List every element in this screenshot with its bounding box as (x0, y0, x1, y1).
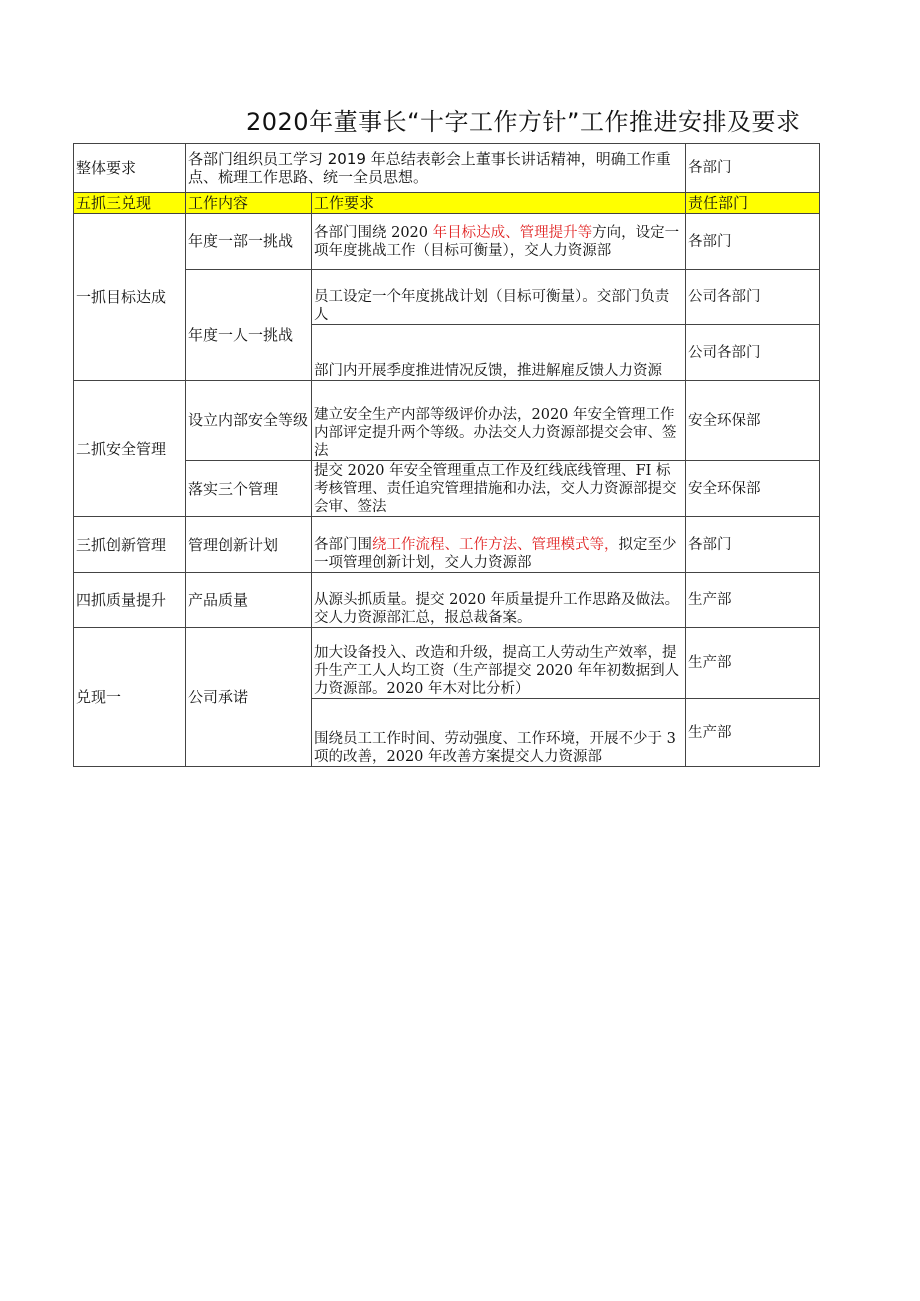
content-text: 年度一人一挑战 (188, 326, 294, 344)
header-col-dept: 责任部门 (686, 193, 820, 214)
table-row (74, 573, 820, 628)
table-row (74, 270, 820, 325)
table-row (74, 214, 820, 270)
dept-cell: 生产部 (686, 628, 820, 699)
table-row (74, 461, 820, 517)
header-row (74, 193, 820, 214)
content-cell: 设立内部安全等级 (186, 381, 312, 461)
dept-cell: 各部门 (686, 214, 820, 270)
requirement-cell: 提交 2020 年安全管理重点工作及红线底线管理、FI 标考核管理、责任追究管理措施和办法，交人力资源部提交会审、签法 (312, 461, 686, 517)
highlighted-text: 绕工作流程、工作方法、管理模式等， (372, 537, 619, 553)
overall-row (74, 144, 820, 193)
content-cell: 管理创新计划 (186, 517, 312, 573)
overall-label: 整体要求 (74, 144, 186, 193)
dept-cell: 安全环保部 (686, 461, 820, 517)
requirement-cell: 部门内开展季度推进情况反馈，推进解雇反馈人力资源 (312, 325, 686, 381)
group-label: 四抓质量提升 (74, 573, 186, 628)
page-title: 2020年董事长“十字工作方针”工作推进安排及要求 (246, 108, 801, 136)
content-blank (188, 272, 309, 326)
content-cell (186, 270, 312, 381)
requirement-cell: 员工设定一个年度挑战计划（目标可衡量）。交部门负责人 (312, 270, 686, 325)
dept-cell: 各部门 (686, 517, 820, 573)
work-plan-table (73, 143, 820, 767)
table-row (74, 381, 820, 461)
header-col-requirement: 工作要求 (312, 193, 686, 214)
group-label: 二抓安全管理 (74, 381, 186, 517)
requirement-cell: 建立安全生产内部等级评价办法，2020 年安全管理工作内部评定提升两个等级。办法交人力资源部提交会审、签法 (312, 381, 686, 461)
content-cell: 年度一部一挑战 (186, 214, 312, 270)
table-row (74, 628, 820, 699)
overall-text: 各部门组织员工学习 2019 年总结表彰会上董事长讲话精神，明确工作重点、梳理工作思路、统一全员思想。 (186, 144, 686, 193)
dept-cell: 公司各部门 (686, 325, 820, 381)
requirement-cell: 各部门围绕 2020 年目标达成、管理提升等方向，设定一项年度挑战工作（目标可衡量），交人力资源部 (312, 214, 686, 270)
content-cell: 落实三个管理 (186, 461, 312, 517)
group-label: 兑现一 (74, 628, 186, 767)
header-col-content: 工作内容 (186, 193, 312, 214)
requirement-cell: 加大设备投入、改造和升级，提高工人劳动生产效率，提升生产工人人均工资（生产部提交 2020 年年初数据到人力资源部。2020 年木对比分析） (312, 628, 686, 699)
highlighted-text: 年目标达成、管理提升等 (432, 224, 593, 241)
dept-cell: 生产部 (686, 699, 820, 767)
dept-cell: 公司各部门 (686, 270, 820, 325)
header-col-category: 五抓三兑现 (74, 193, 186, 214)
dept-cell: 安全环保部 (686, 381, 820, 461)
content-cell: 公司承诺 (186, 628, 312, 767)
group-label: 三抓创新管理 (74, 517, 186, 573)
content-cell: 产品质量 (186, 573, 312, 628)
overall-dept: 各部门 (686, 144, 820, 193)
requirement-cell: 围绕员工工作时间、劳动强度、工作环境，开展不少于 3 项的改善，2020 年改善方案提交人力资源部 (312, 699, 686, 767)
requirement-cell: 各部门围绕工作流程、工作方法、管理模式等，拟定至少一项管理创新计划，交人力资源部 (312, 517, 686, 573)
group-label: 一抓目标达成 (74, 214, 186, 381)
requirement-cell: 从源头抓质量。提交 2020 年质量提升工作思路及做法。交人力资源部汇总，报总裁备案。 (312, 573, 686, 628)
table-row (74, 517, 820, 573)
dept-cell: 生产部 (686, 573, 820, 628)
